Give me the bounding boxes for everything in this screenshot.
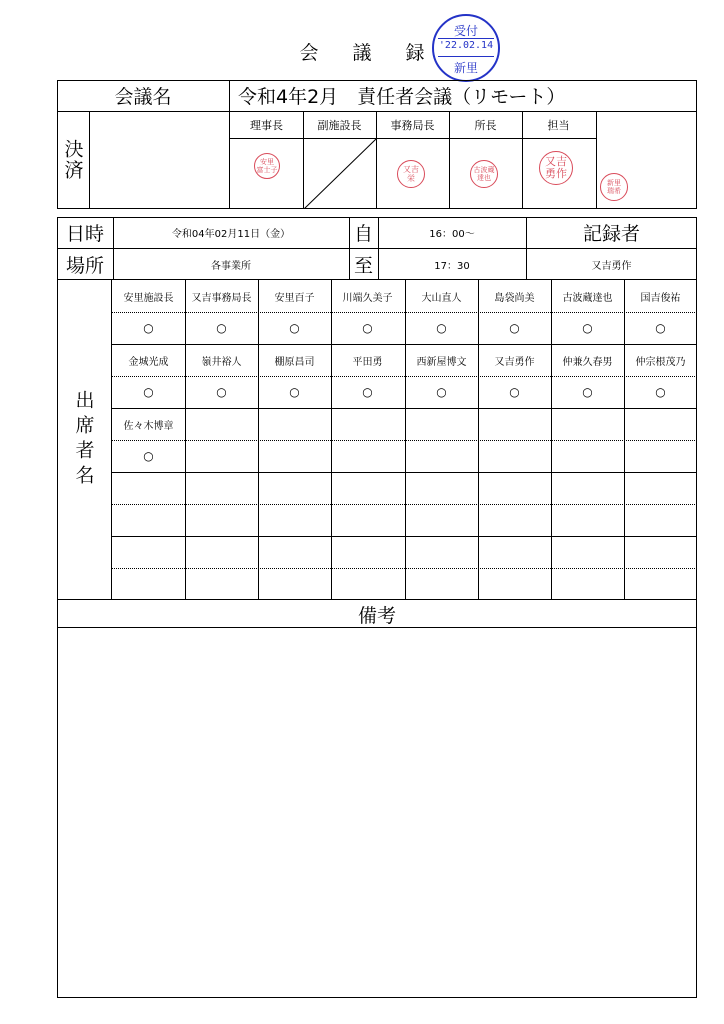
recorder-label: 記録者 [582,223,640,245]
attendee-name: 川端久美子 [342,292,393,304]
receipt-stamp-name: 新里 [453,61,478,75]
attendance-mark [331,440,404,472]
from-value: 16：00～ [429,229,475,240]
approval-grid [230,111,597,209]
attendee-name [624,408,697,440]
place-value: 各事業所 [211,260,251,272]
attendees-label: 出席者名 [57,280,112,600]
attendance-mark [551,440,624,472]
meeting-name-value: 令和4年2月 責任者会議（リモート） [238,86,566,108]
attendee-name: 国吉俊祐 [640,292,681,304]
role-chairman: 理事長 [250,118,283,132]
attendance-mark [624,504,697,536]
attendance-mark [405,504,478,536]
attendance-mark: ○ [582,321,593,335]
attendance-mark: ○ [509,385,520,399]
attendance-mark [112,568,185,600]
seal-chairman: 安里 富士子 [254,153,280,179]
attendance-mark: ○ [436,385,447,399]
attendee-name: 又吉事務局長 [191,292,252,304]
attendee-name: 西新屋博文 [416,356,467,368]
attendee-name: 島袋尚美 [494,292,535,304]
attendee-name: 大山直人 [421,292,462,304]
attendance-mark [331,568,404,600]
attendance-mark [185,504,258,536]
recorder-value: 又吉勇作 [591,260,632,272]
attendee-name [258,408,331,440]
attendee-name [624,472,697,504]
attendance-mark [624,568,697,600]
attendance-mark [258,504,331,536]
attendee-name: 安里百子 [274,292,315,304]
attendee-name: 又吉勇作 [494,356,535,368]
attendee-name: 嶺井裕人 [201,356,242,368]
diagonal-strike [304,139,376,209]
attendee-name [331,536,404,568]
attendance-mark: ○ [655,385,666,399]
attendee-name [405,408,478,440]
attendance-mark: ○ [655,321,666,335]
attendance-mark: ○ [362,385,373,399]
role-staff: 担当 [547,118,570,132]
role-manager: 所長 [474,118,497,132]
attendee-name [258,536,331,568]
attendance-mark: ○ [509,321,520,335]
attendance-mark [478,440,551,472]
role-vice-director: 副施設長 [317,118,362,132]
approval-label: 決済 [57,111,90,209]
receipt-stamp-divider [438,38,494,39]
attendance-mark: ○ [582,385,593,399]
place-label: 場所 [65,254,104,277]
attendance-mark [331,504,404,536]
attendance-mark: ○ [436,321,447,335]
seal-staff: 又吉 勇作 [539,151,573,185]
to-value: 17：30 [434,260,470,272]
attendee-name [478,408,551,440]
attendee-name: 仲宗根茂乃 [635,356,686,368]
attendee-name [112,536,185,568]
attendee-name: 平田勇 [352,356,383,368]
attendance-mark: ○ [289,385,300,399]
from-label: 自 [353,223,373,245]
datetime-value: 令和04年02月11日（金） [171,229,291,240]
attendee-name [112,472,185,504]
attendance-mark: ○ [216,321,227,335]
attendance-mark [258,440,331,472]
meeting-name-label: 会議名 [57,80,230,111]
attendees-grid [112,280,697,600]
remarks-body [57,628,697,998]
receipt-stamp-date: '22.02.14 [438,40,494,51]
attendance-mark [551,568,624,600]
attendee-name [405,536,478,568]
attendee-name [331,408,404,440]
attendance-mark: ○ [289,321,300,335]
attendee-name: 安里施設長 [123,292,174,304]
attendance-mark [112,504,185,536]
attendance-mark [185,568,258,600]
attendance-mark: ○ [216,385,227,399]
page-title: 会 議 録 [299,42,439,64]
attendee-name [185,472,258,504]
attendee-name: 金城光成 [128,356,169,368]
attendance-mark: ○ [362,321,373,335]
attendee-name [551,472,624,504]
attendance-mark [478,504,551,536]
attendee-name [405,472,478,504]
attendee-name [551,536,624,568]
attendee-name [624,536,697,568]
remarks-label: 備考 [357,604,396,627]
seal-manager: 古波蔵 達也 [470,160,498,188]
attendee-name [478,536,551,568]
attendance-mark [478,568,551,600]
attendee-name: 佐々木博章 [123,420,174,432]
to-label: 至 [353,254,373,277]
attendee-name: 古波蔵達也 [562,292,613,304]
seal-extra: 新里 瑞希 [600,173,628,201]
attendance-mark: ○ [143,385,154,399]
attendance-mark [551,504,624,536]
attendance-mark [258,568,331,600]
attendance-mark: ○ [143,321,154,335]
attendee-name: 棚原昌司 [274,356,315,368]
attendee-name [551,408,624,440]
seal-secretary-general: 又吉 栄 [397,160,425,188]
attendance-mark [405,440,478,472]
attendance-mark [185,440,258,472]
attendee-name [331,472,404,504]
attendance-mark [624,440,697,472]
attendee-name: 仲兼久春男 [562,356,613,368]
receipt-stamp-top: 受付 [453,24,478,38]
attendance-mark: ○ [143,449,154,463]
receipt-stamp [432,14,500,82]
attendee-name [478,472,551,504]
role-secretary-general: 事務局長 [390,118,435,132]
attendee-name [185,408,258,440]
datetime-label: 日時 [65,223,104,245]
attendee-name [185,536,258,568]
receipt-stamp-divider [438,56,494,57]
attendance-mark [405,568,478,600]
attendee-name [258,472,331,504]
